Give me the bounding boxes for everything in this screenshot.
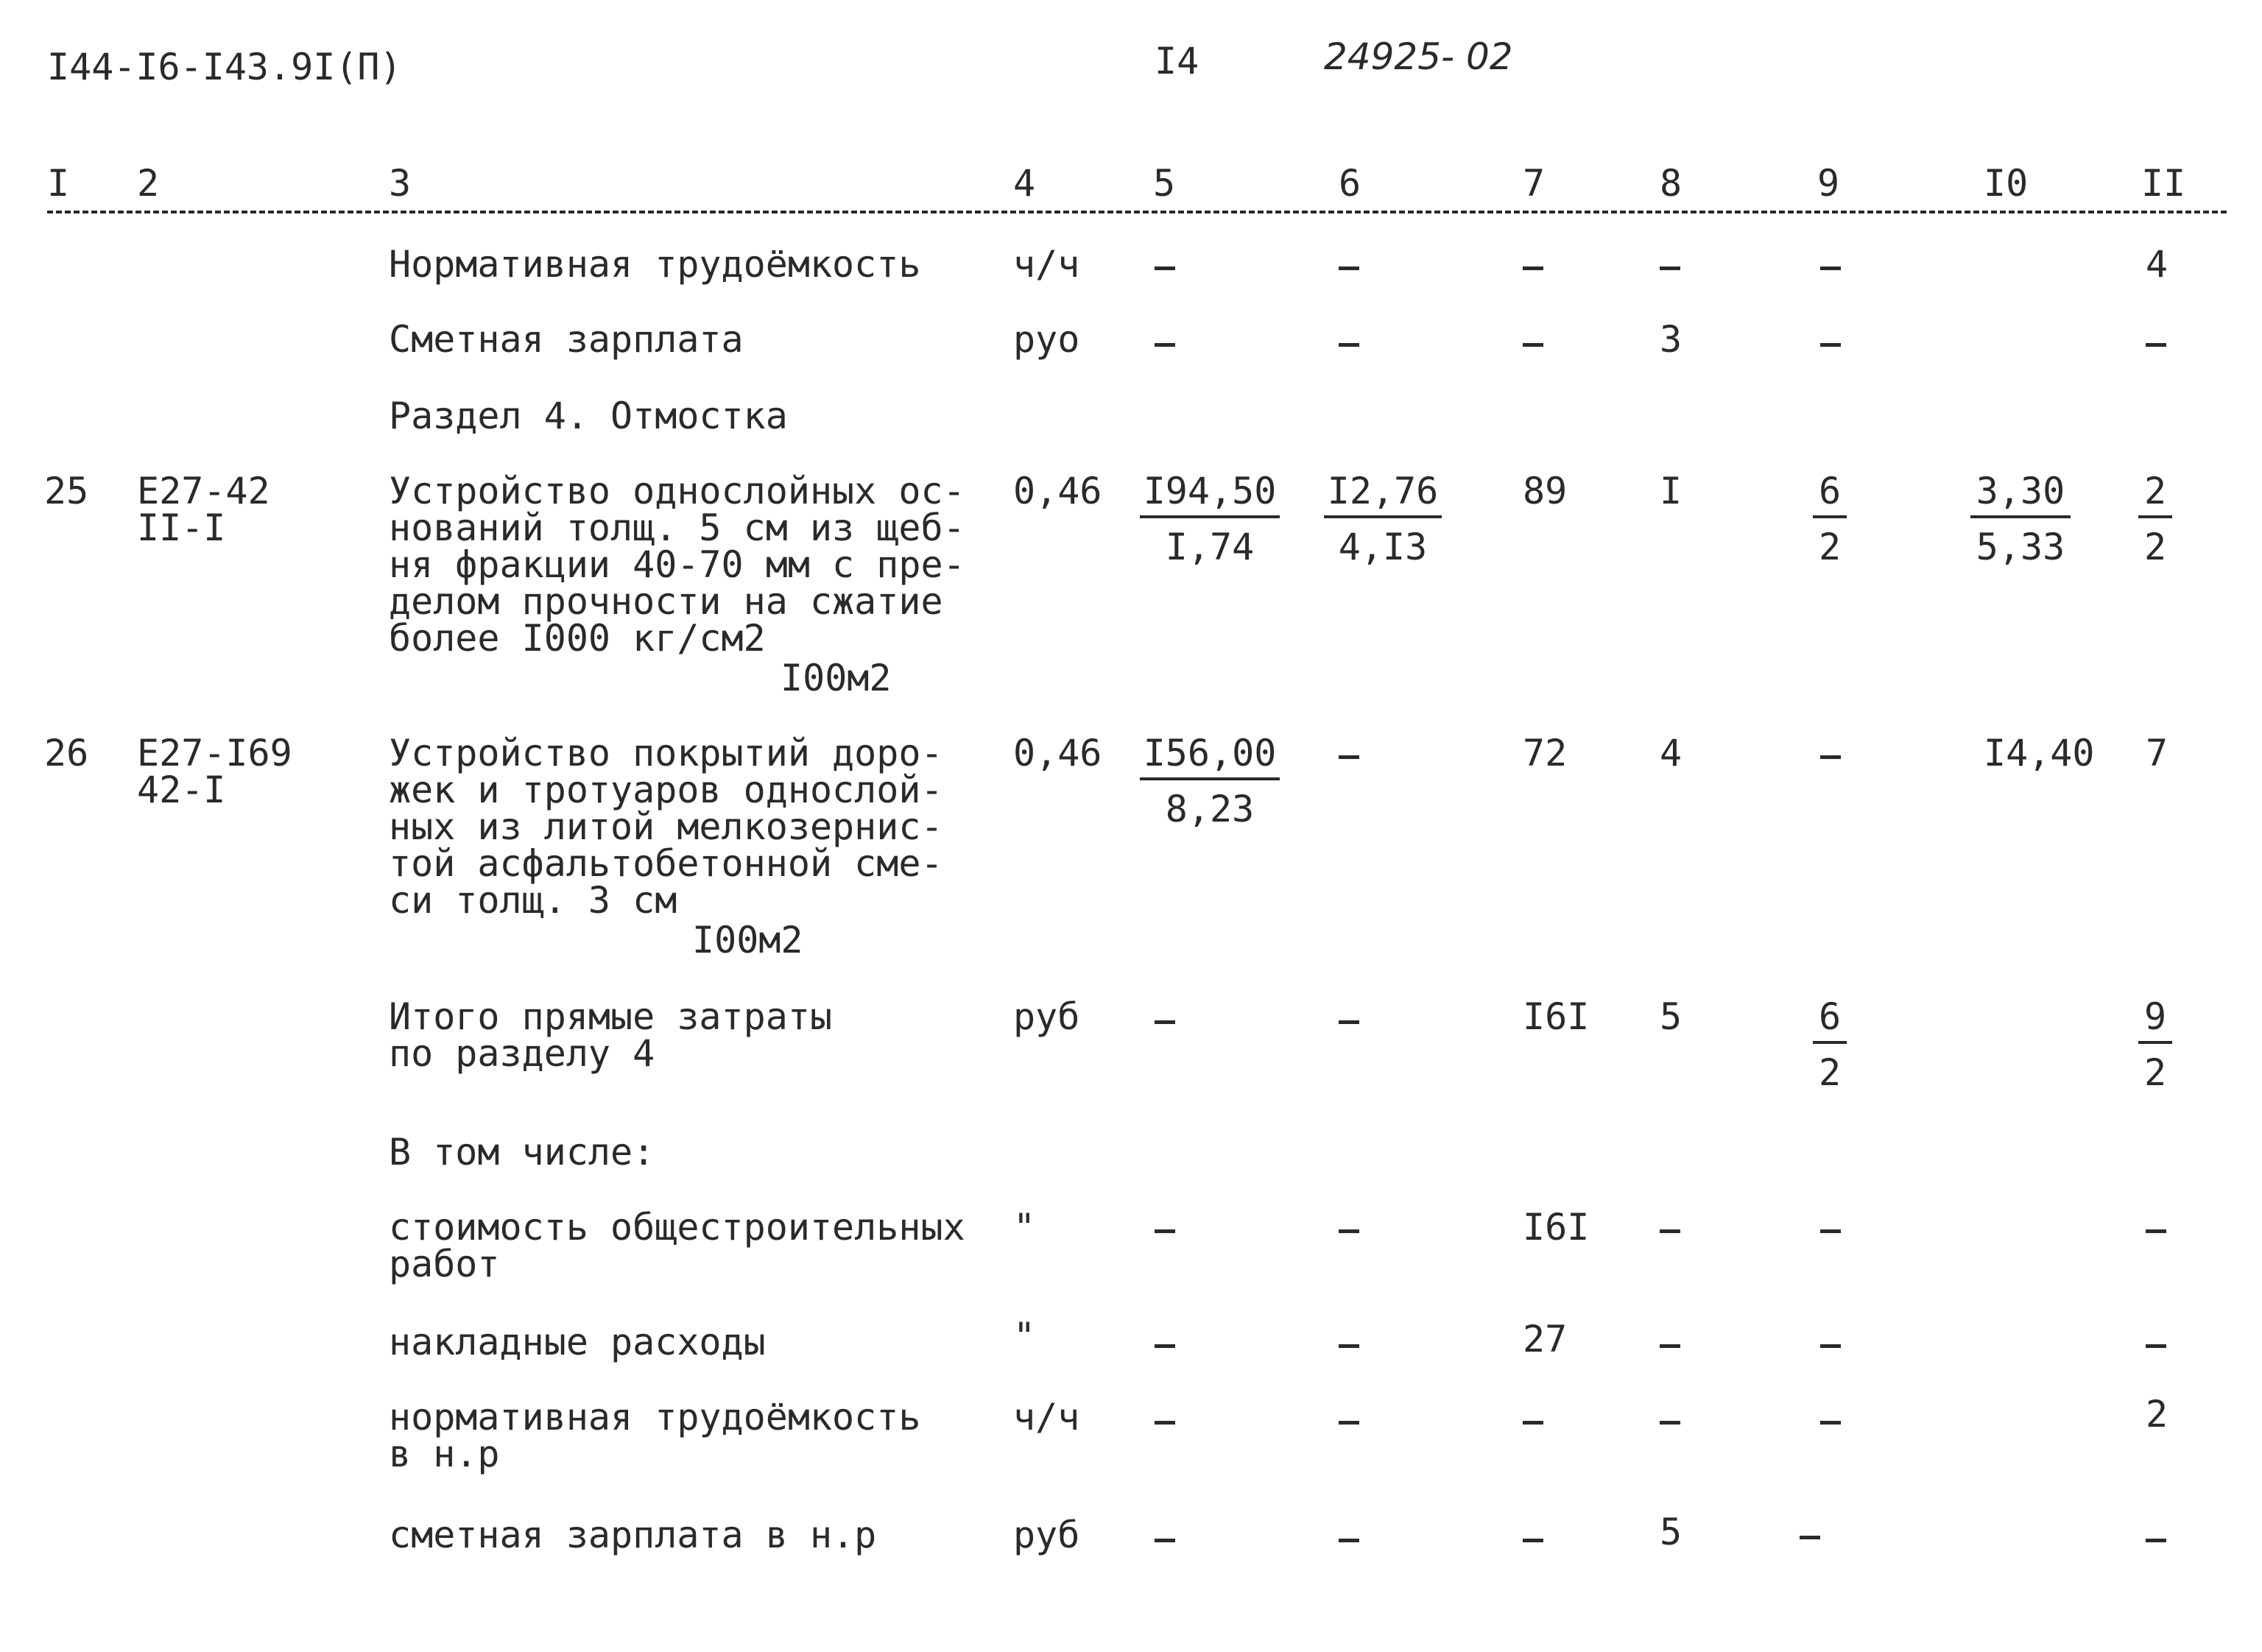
dash-mark	[1523, 266, 1543, 270]
dash-mark	[1155, 1229, 1175, 1233]
section-title: Раздел 4. Отмостка	[389, 395, 788, 437]
document-code: I44-I6-I43.9I(П)	[47, 46, 402, 88]
dash-mark	[1660, 266, 1680, 270]
fraction-numerator: 6	[1813, 473, 1847, 518]
fraction-numerator: 2	[2138, 473, 2172, 518]
row-label: стоимость общестроительных работ	[389, 1206, 965, 1285]
rate-code: Е27-I69 42-I	[137, 732, 292, 811]
dash-mark	[1155, 1344, 1175, 1348]
fraction-cell	[2138, 995, 2172, 1094]
quantity-cell: 0,46	[1013, 732, 1102, 774]
including-label: В том числе:	[389, 1131, 655, 1173]
dash-mark	[1155, 1020, 1175, 1024]
unit-cell: "	[1013, 1206, 1036, 1249]
value-cell: 3	[1660, 318, 1683, 361]
column-number: 9	[1817, 162, 1840, 205]
row-label: Итого прямые затраты по разделу 4	[389, 995, 833, 1075]
value-cell: 5	[1660, 995, 1683, 1038]
value-cell: I6I	[1523, 1206, 1590, 1249]
row-label: Нормативная трудоёмкость	[389, 243, 921, 286]
fraction-cell	[1324, 470, 1442, 568]
unit-of-measure: I00м2	[692, 919, 803, 961]
dash-mark	[1820, 343, 1841, 347]
column-number: 7	[1523, 162, 1546, 205]
fraction-denominator: 2	[2143, 526, 2167, 568]
dash-mark	[1155, 266, 1175, 270]
fraction-cell	[1140, 732, 1280, 830]
dash-mark	[2146, 1344, 2166, 1348]
value-cell: I	[1660, 470, 1683, 512]
value-cell: 72	[1523, 732, 1568, 774]
dash-mark	[1339, 755, 1359, 759]
value-cell: 7	[2146, 732, 2168, 774]
value-cell: 2	[2146, 1393, 2168, 1436]
rate-code: Е27-42 II-I	[137, 470, 270, 549]
dash-mark	[1339, 266, 1359, 270]
fraction-cell	[1813, 470, 1847, 568]
value-cell: 5	[1660, 1511, 1683, 1553]
unit-cell: руб	[1013, 995, 1080, 1038]
value-cell: 4	[1660, 732, 1683, 774]
page-number: I4	[1155, 40, 1199, 82]
fraction-denominator: 2	[2143, 1051, 2167, 1094]
value-cell: I6I	[1523, 995, 1590, 1038]
dash-mark	[1660, 1344, 1680, 1348]
row-label: Сметная зарплата	[389, 318, 744, 361]
dash-mark	[1155, 343, 1175, 347]
dash-mark	[1820, 1229, 1841, 1233]
fraction-cell	[1813, 995, 1847, 1094]
work-description: Устройство однослойных ос- нований толщ. 5 см из щеб- ня фракции 40-70 мм с пре- делом прочности на сжатие более I000 кг/см2	[389, 470, 965, 660]
dash-mark	[1155, 1539, 1175, 1542]
dash-mark	[1523, 1421, 1543, 1425]
dash-mark	[1339, 1020, 1359, 1024]
fraction-denominator: 4,I3	[1338, 526, 1428, 568]
dash-mark	[2146, 1229, 2166, 1233]
fraction-denominator: 2	[1818, 1051, 1842, 1094]
dash-mark	[1523, 343, 1543, 347]
value-cell: 27	[1523, 1318, 1568, 1360]
dash-mark	[1800, 1536, 1820, 1539]
row-label: накладные расходы	[389, 1321, 766, 1363]
dash-mark	[2146, 1539, 2166, 1542]
unit-cell: "	[1013, 1315, 1036, 1358]
value-cell: 4	[2146, 243, 2168, 286]
unit-of-measure: I00м2	[781, 657, 892, 699]
dash-mark	[1820, 1421, 1841, 1425]
dash-mark	[1155, 1421, 1175, 1425]
fraction-cell	[2138, 470, 2172, 568]
column-number: 6	[1339, 162, 1361, 205]
column-number: 3	[389, 162, 412, 205]
dash-mark	[1339, 1421, 1359, 1425]
column-number: 5	[1153, 162, 1176, 205]
work-description: Устройство покрытий доро- жек и тротуаров однослой- ных из литой мелкозернис- той асфальтобетонной сме- си толщ. 3 см	[389, 732, 943, 922]
dash-mark	[1660, 1421, 1680, 1425]
column-number: 2	[137, 162, 160, 205]
row-label: нормативная трудоёмкость в н.р	[389, 1396, 921, 1475]
handwritten-number: 24925- 02	[1324, 35, 1513, 78]
dash-mark	[1820, 1344, 1841, 1348]
fraction-numerator: 9	[2138, 998, 2172, 1044]
dash-mark	[1339, 343, 1359, 347]
column-number: I	[47, 162, 70, 205]
fraction-denominator: 8,23	[1165, 788, 1255, 830]
fraction-numerator: I94,50	[1140, 473, 1280, 518]
column-number: I0	[1984, 162, 2029, 205]
fraction-cell	[1140, 470, 1280, 568]
unit-cell: руо	[1013, 318, 1080, 361]
row-number: 26	[44, 732, 89, 774]
dash-mark	[1660, 1229, 1680, 1233]
fraction-numerator: I2,76	[1324, 473, 1442, 518]
fraction-numerator: I56,00	[1140, 735, 1280, 780]
dash-mark	[1339, 1539, 1359, 1542]
fraction-cell	[1970, 470, 2071, 568]
fraction-denominator: 5,33	[1976, 526, 2065, 568]
header-divider	[47, 211, 2227, 213]
row-label: сметная зарплата в н.р	[389, 1514, 877, 1556]
column-number: 4	[1013, 162, 1036, 205]
dash-mark	[2146, 343, 2166, 347]
fraction-denominator: 2	[1818, 526, 1842, 568]
value-cell: I4,40	[1984, 732, 2095, 774]
column-number: II	[2141, 162, 2186, 205]
unit-cell: ч/ч	[1013, 243, 1080, 286]
value-cell: 89	[1523, 470, 1568, 512]
unit-cell: ч/ч	[1013, 1396, 1080, 1439]
row-number: 25	[44, 470, 89, 512]
unit-cell: руб	[1013, 1514, 1080, 1556]
quantity-cell: 0,46	[1013, 470, 1102, 512]
dash-mark	[1339, 1229, 1359, 1233]
dash-mark	[1523, 1539, 1543, 1542]
dash-mark	[1820, 755, 1841, 759]
dash-mark	[1820, 266, 1841, 270]
fraction-denominator: I,74	[1165, 526, 1255, 568]
dash-mark	[1339, 1344, 1359, 1348]
fraction-numerator: 3,30	[1970, 473, 2071, 518]
fraction-numerator: 6	[1813, 998, 1847, 1044]
column-number: 8	[1660, 162, 1683, 205]
